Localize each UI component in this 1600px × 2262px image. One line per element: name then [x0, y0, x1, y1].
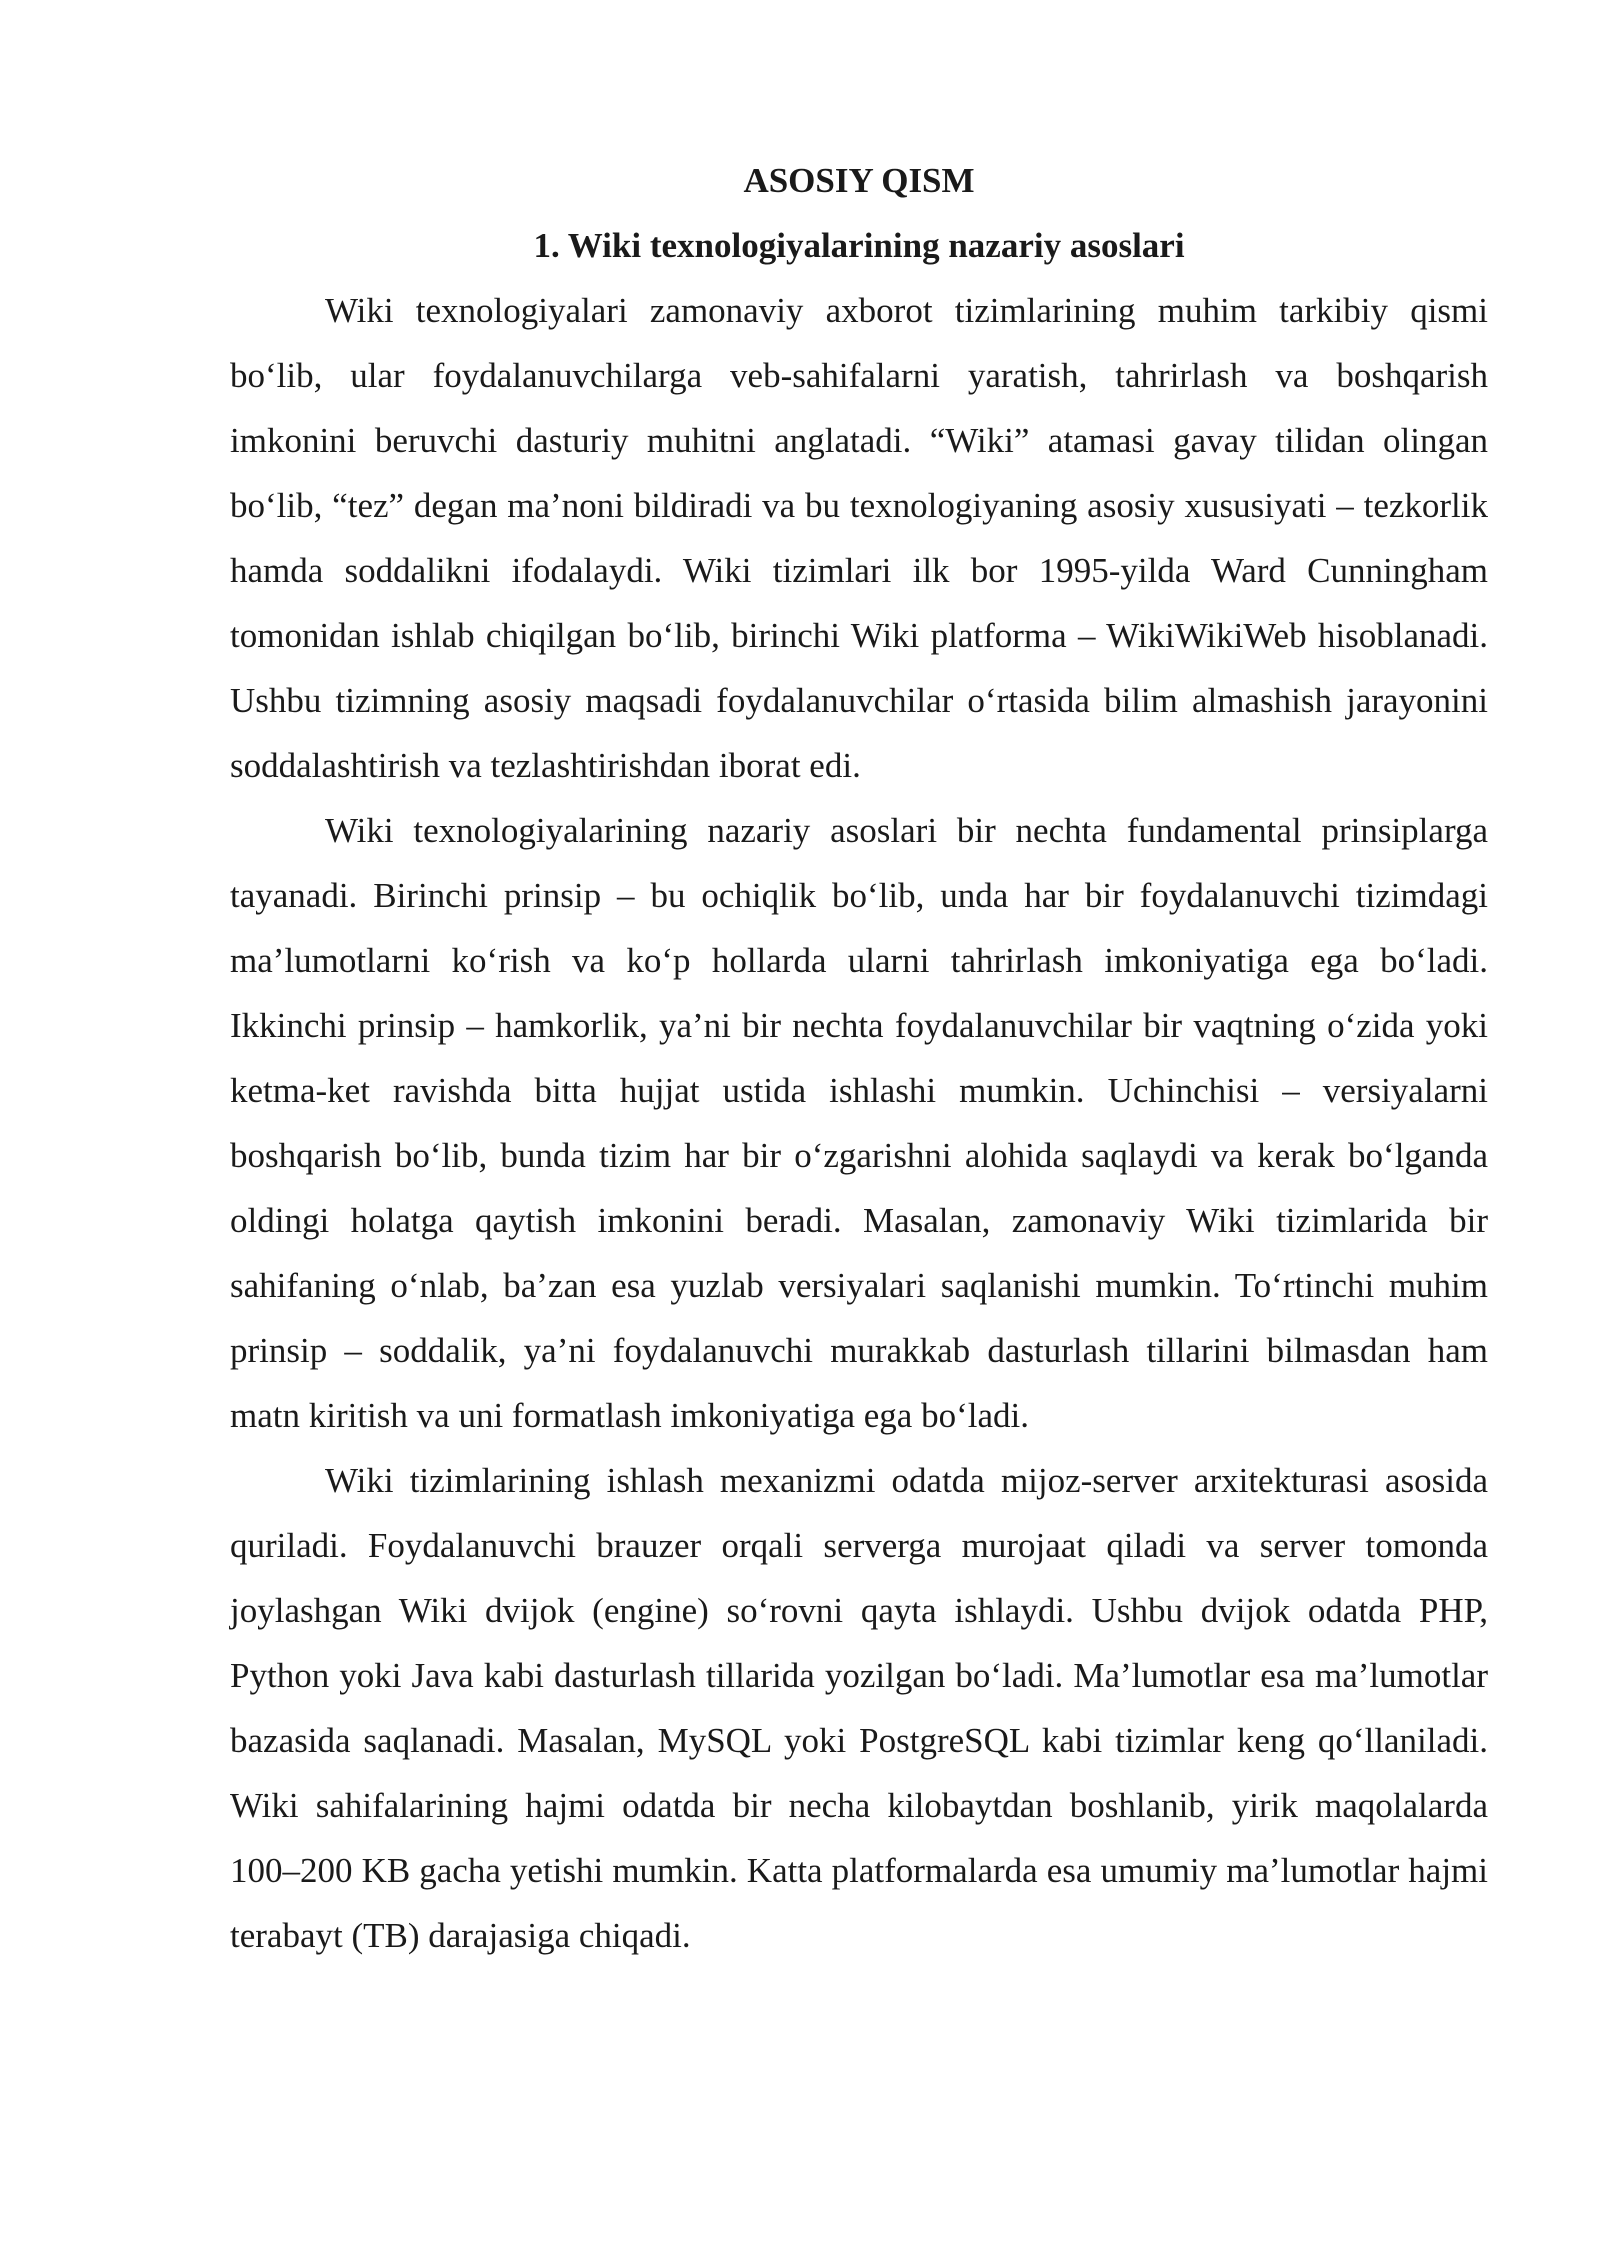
part-title: ASOSIY QISM — [743, 161, 975, 200]
paragraph-2: Wiki texnologiyalarining nazariy asoslari bir nechta fundamental prinsiplarga tayanadi. Birinchi prinsip – bu ochiqlik bo‘lib, unda har bir foydalanuvchi tizimdagi ma’lumotlarni ko‘rish va ko‘p hollarda ularni tahrirlash imkoniyatiga ega bo‘ladi. Ikkinchi prinsip – hamkorlik, ya’ni bir nechta foydalanuvchilar bir vaqtning o‘zida yoki ketma-ket ravishda bitta hujjat ustida ishlashi mumkin. Uchinchisi – versiyalarni boshqarish bo‘lib, bunda tizim har bir o‘zgarishni alohida saqlaydi va kerak bo‘lganda oldingi holatga qaytish imkonini beradi. Masalan, zamonaviy Wiki tizimlarida bir sahifaning o‘nlab, ba’zan esa yuzlab versiyalari saqlanishi mumkin. To‘rtinchi muhim prinsip – soddalik, ya’ni foydalanuvchi murakkab dasturlash tillarini bilmasdan ham matn kiritish va uni formatlash imkoniyatiga ega bo‘ladi. — [230, 811, 1488, 1435]
section-title: 1. Wiki texnologiyalarining nazariy asoslari — [533, 226, 1185, 265]
paragraph-1: Wiki texnologiyalari zamonaviy axborot tizimlarining muhim tarkibiy qismi bo‘lib, ular foydalanuvchilarga veb-sahifalarni yaratish, tahrirlash va boshqarish imkonini beruvchi dasturiy muhitni anglatadi. “Wiki” atamasi gavay tilidan olingan bo‘lib, “tez” degan ma’noni bildiradi va bu texnologiyaning asosiy xususiyati – tezkorlik hamda soddalikni ifodalaydi. Wiki tizimlari ilk bor 1995-yilda Ward Cunningham tomonidan ishlab chiqilgan bo‘lib, birinchi Wiki platforma – WikiWikiWeb hisoblanadi. Ushbu tizimning asosiy maqsadi foydalanuvchilar o‘rtasida bilim almashish jarayonini soddalashtirish va tezlashtirishdan iborat edi. — [230, 291, 1488, 785]
page-content — [230, 148, 1488, 1968]
paragraph-3: Wiki tizimlarining ishlash mexanizmi odatda mijoz-server arxitekturasi asosida quriladi. Foydalanuvchi brauzer orqali serverga murojaat qiladi va server tomonda joylashgan Wiki dvijok (engine) so‘rovni qayta ishlaydi. Ushbu dvijok odatda PHP, Python yoki Java kabi dasturlash tillarida yozilgan bo‘ladi. Ma’lumotlar esa ma’lumotlar bazasida saqlanadi. Masalan, MySQL yoki PostgreSQL kabi tizimlar keng qo‘llaniladi. Wiki sahifalarining hajmi odatda bir necha kilobaytdan boshlanib, yirik maqolalarda 100–200 KB gacha yetishi mumkin. Katta platformalarda esa umumiy ma’lumotlar hajmi terabayt (TB) darajasiga chiqadi. — [230, 1461, 1488, 1955]
